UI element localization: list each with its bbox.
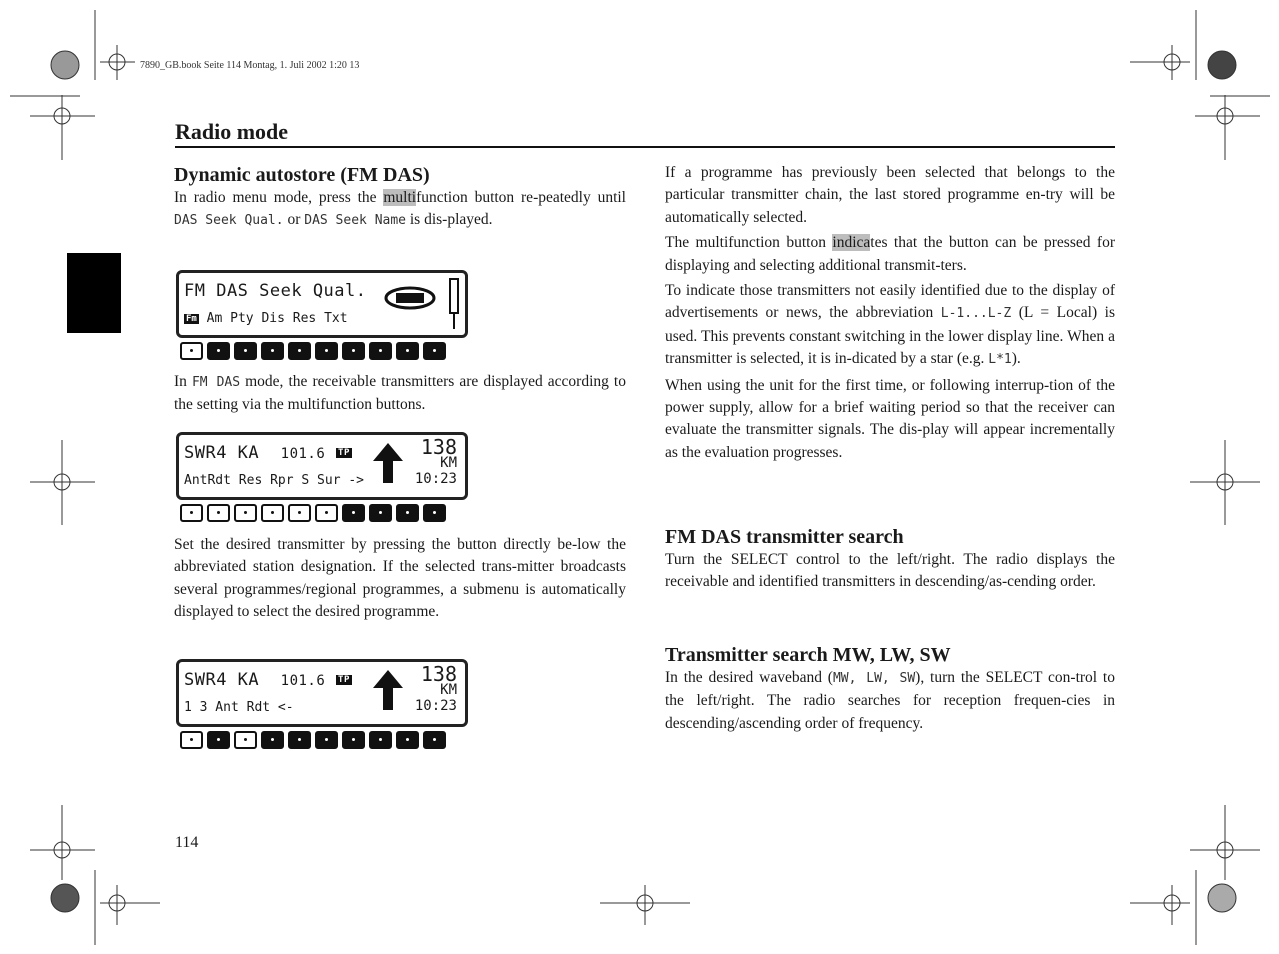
right-column	[665, 162, 1115, 467]
softkey[interactable]	[342, 342, 365, 360]
highlighted-text: multi	[383, 189, 417, 206]
text-run: mode, the receivable transmitters are displayed according to the setting via the multifunction buttons.	[174, 373, 626, 414]
radio-display-2	[176, 432, 468, 500]
softkey[interactable]	[261, 504, 284, 522]
softkey-row-1	[180, 342, 446, 360]
clock-time: 10:23	[414, 698, 457, 714]
display-line-1	[184, 670, 352, 690]
heading-dynamic-autostore: Dynamic autostore (FM DAS)	[174, 164, 430, 186]
display-line-2: AntRdt Res Rpr S Sur ->	[184, 473, 365, 488]
text-run: In radio menu mode, press the	[174, 189, 384, 206]
softkey[interactable]	[315, 504, 338, 522]
frequency: 101.6	[280, 673, 326, 689]
distance-value: 138	[420, 435, 457, 459]
right-paragraph-6	[665, 667, 1115, 735]
softkey[interactable]	[180, 731, 203, 749]
display-line-1	[184, 443, 352, 463]
page-number: 114	[175, 834, 199, 851]
chapter-tab-marker	[67, 253, 121, 333]
text-run: The multifunction button	[665, 234, 833, 252]
text-run: In	[174, 373, 192, 390]
left-paragraph-3-wrap	[174, 534, 626, 627]
up-arrow-icon	[373, 443, 403, 483]
right-paragraph-3	[665, 280, 1115, 372]
softkey[interactable]	[234, 342, 257, 360]
distance-value: 138	[420, 662, 457, 686]
softkey[interactable]	[396, 504, 419, 522]
clock-time: 10:23	[414, 471, 457, 487]
softkey[interactable]	[207, 504, 230, 522]
fm-das-search-section	[665, 526, 1115, 597]
text-run: In the desired waveband (	[665, 669, 833, 686]
softkey[interactable]	[180, 342, 203, 360]
tp-badge: TP	[338, 448, 350, 458]
softkey[interactable]	[207, 731, 230, 749]
left-paragraph-1	[174, 187, 626, 233]
display-code: FM DAS	[191, 375, 241, 390]
level-indicator-icon	[447, 277, 461, 331]
distance-unit: KM	[440, 455, 457, 471]
book-meta-header: 7890_GB.book Seite 114 Montag, 1. Juli 2002 1:20 13	[140, 60, 360, 71]
softkey[interactable]	[315, 342, 338, 360]
highlighted-text: indica	[832, 234, 871, 252]
display-line-1: FM DAS Seek Qual.	[184, 281, 367, 301]
softkey[interactable]	[396, 731, 419, 749]
softkey[interactable]	[369, 504, 392, 522]
station-name: SWR4 KA	[184, 443, 260, 463]
selected-band: Fm	[186, 313, 197, 324]
heading-transmitter-search: Transmitter search MW, LW, SW	[665, 644, 951, 666]
softkey[interactable]	[234, 504, 257, 522]
text-run: To indicate those transmitters not easily identified due to the display of advertisements or news, the abbreviation	[665, 282, 1115, 322]
display-code: DAS Seek Name	[304, 213, 406, 229]
softkey[interactable]	[288, 504, 311, 522]
softkey[interactable]	[423, 731, 446, 749]
heading-fm-das-search: FM DAS transmitter search	[665, 526, 904, 548]
display-code: MW, LW, SW	[832, 671, 916, 686]
radio-display-1	[176, 270, 468, 338]
text-run: (L = Local) is used. This prevents constant switching in the lower display line. When a transmitter is selected, it is in-dicated by a star (e.g.	[665, 304, 1115, 368]
display-menu-items: Am Pty Dis Res Txt	[198, 311, 348, 326]
tp-badge: TP	[338, 675, 350, 685]
left-paragraph-3: Set the desired transmitter by pressing the button directly be-low the abbreviated station designation. If the selected trans-mitter broadcasts several programmes/regional programmes, a submenu is automatically displayed to select the desired programme.	[174, 536, 626, 621]
text-run: is dis-played.	[406, 211, 493, 229]
right-paragraph-1: If a programme has previously been selected that belongs to the particular transmitter chain, the last stored programme en-try will be automatically selected.	[665, 164, 1115, 226]
up-arrow-icon	[373, 670, 403, 710]
section-rule	[175, 146, 1115, 148]
softkey[interactable]	[261, 731, 284, 749]
text-run: tes that the button can be pressed for displaying and selecting additional transmit-ters.	[665, 234, 1115, 274]
softkey[interactable]	[207, 342, 230, 360]
softkey-row-2	[180, 504, 446, 522]
cassette-icon	[382, 283, 442, 313]
right-paragraph-4: When using the unit for the first time, or following interrup-tion of the power supply, allow for a brief waiting period so that the receiver can evaluate the transmitter signals. The dis-play will appear incrementally as the evaluation progresses.	[665, 376, 1115, 461]
right-paragraph-5: Turn the SELECT control to the left/right. The radio displays the receivable and identified transmitters in descending/as-cending order.	[665, 551, 1115, 591]
display-code: L*1	[988, 352, 1012, 368]
softkey[interactable]	[288, 342, 311, 360]
display-line-2	[184, 311, 348, 326]
radio-display-3	[176, 659, 468, 727]
display-line-2: 1 3 Ant Rdt <-	[184, 700, 294, 715]
softkey-row-3	[180, 731, 446, 749]
text-run: or	[283, 211, 305, 229]
display-code: DAS Seek Qual.	[174, 213, 284, 229]
text-run: ), turn the SELECT con-trol to the left/right. The radio searches for reception frequen-cies in descending/ascending order of frequency.	[665, 669, 1115, 732]
right-paragraph-2	[665, 232, 1115, 277]
softkey[interactable]	[288, 731, 311, 749]
mw-lw-sw-section	[665, 644, 1115, 738]
left-paragraph-2	[174, 371, 626, 417]
distance-unit: KM	[440, 682, 457, 698]
left-paragraph-2-wrap	[174, 371, 626, 420]
display-code: L-1...L-Z	[940, 306, 1012, 322]
softkey[interactable]	[396, 342, 419, 360]
text-run: ).	[1011, 350, 1021, 368]
softkey[interactable]	[369, 342, 392, 360]
distance-readout	[414, 435, 457, 487]
frequency: 101.6	[280, 446, 326, 462]
softkey[interactable]	[342, 504, 365, 522]
distance-readout	[414, 662, 457, 714]
station-name: SWR4 KA	[184, 670, 260, 690]
softkey[interactable]	[180, 504, 203, 522]
softkey[interactable]	[423, 342, 446, 360]
text-run: function button re-peatedly until	[416, 189, 626, 206]
softkey[interactable]	[423, 504, 446, 522]
softkey[interactable]	[234, 731, 257, 749]
softkey[interactable]	[315, 731, 338, 749]
softkey[interactable]	[342, 731, 365, 749]
left-intro	[174, 164, 626, 236]
softkey[interactable]	[369, 731, 392, 749]
section-title: Radio mode	[175, 119, 289, 144]
softkey[interactable]	[261, 342, 284, 360]
